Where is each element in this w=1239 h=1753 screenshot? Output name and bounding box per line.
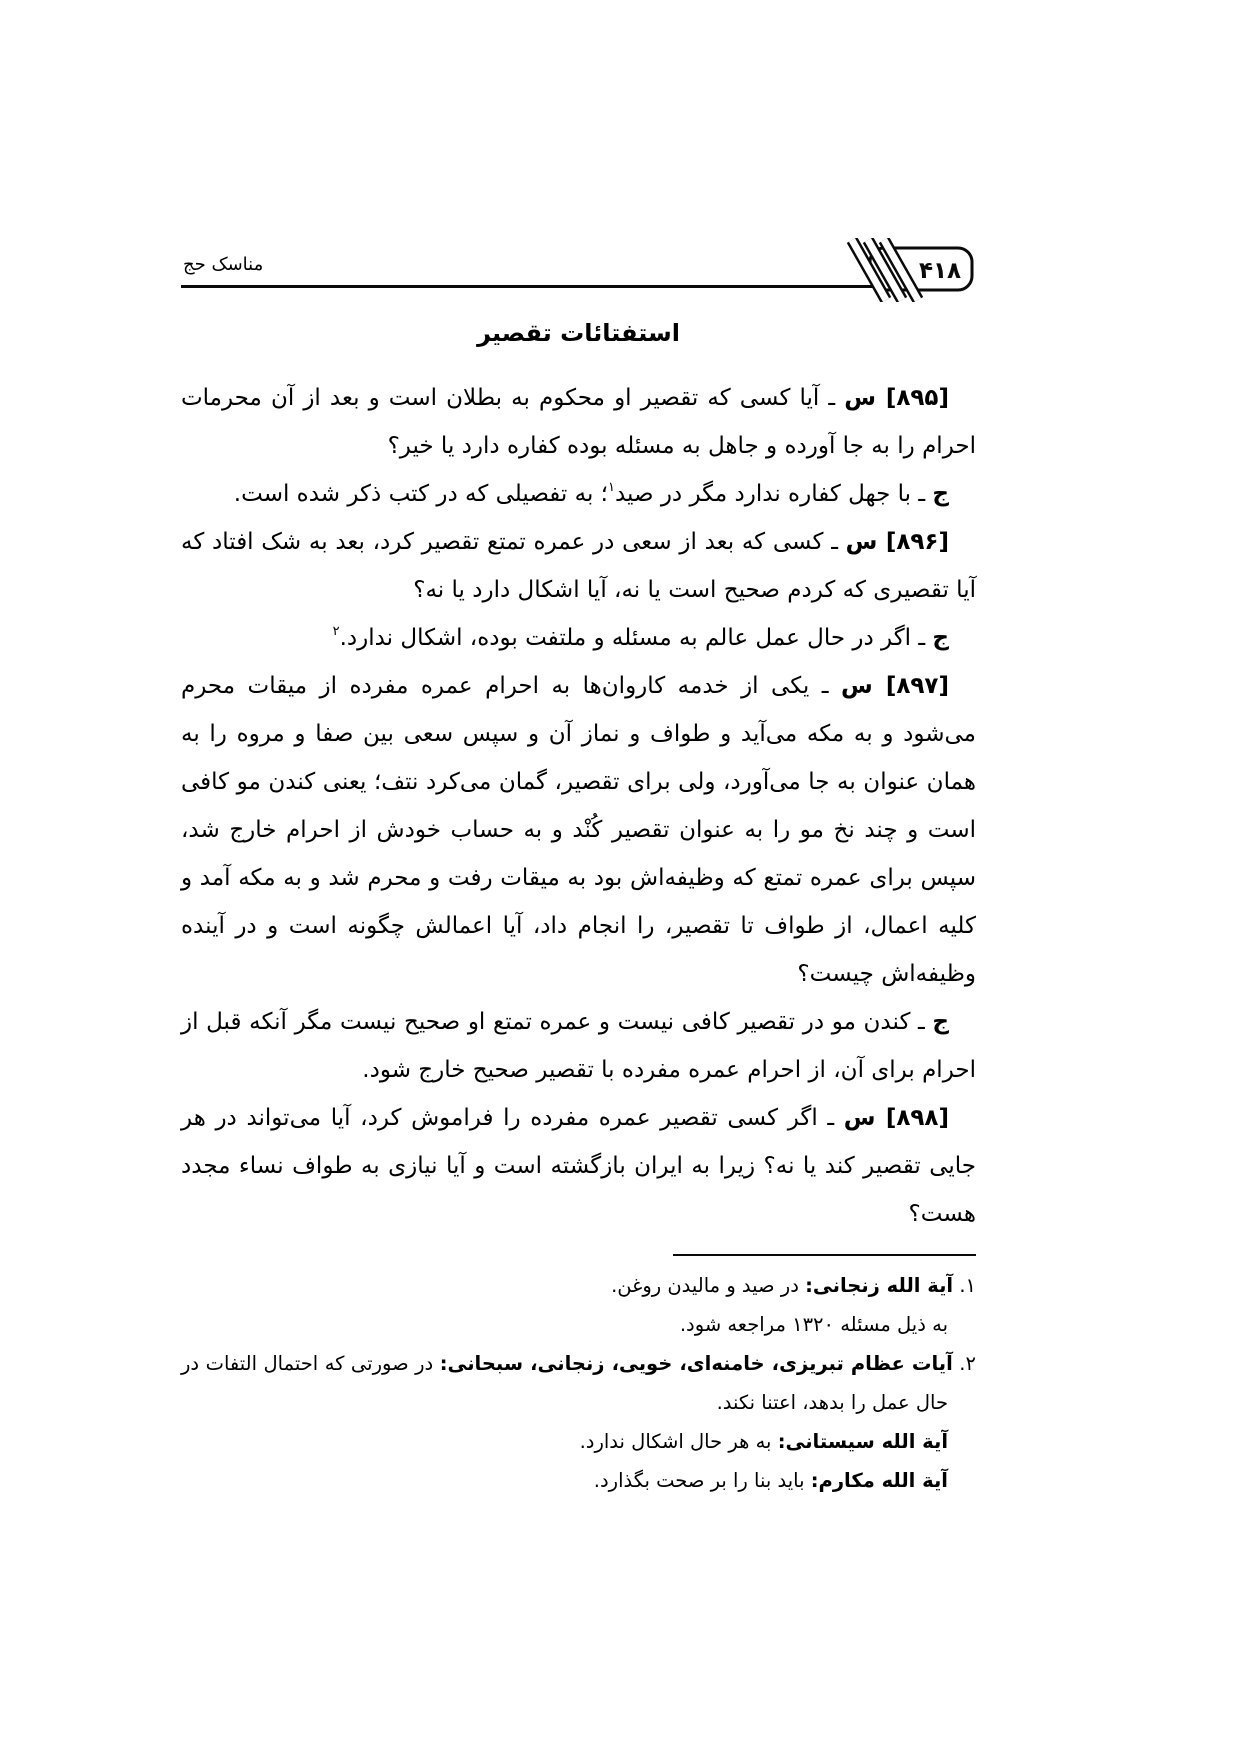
book-title: مناسک حج [183,254,264,275]
page-number: ۴۱۸ [918,258,962,284]
question-number: [۸۹۵] [885,385,949,411]
footnote-1-continuation: به ذیل مسئله ۱۳۲۰ مراجعه شود. [679,1313,948,1336]
question-text: ـ یکی از خدمه کاروان‌ها به احرام عمره مفرده از میقات محرم می‌شود و به مکه می‌آید و طواف و نماز آن و سپس سعی بین صفا و مروه را به همان عنوان به جا می‌آورد، ولی برای تقصیر، گمان می‌کرد نتف؛ یعنی کندن مو کافی است و چند نخ مو را به عنوان تقصیر کُنْد و به حساب خودش از احرام خارج شد، سپس برای عمره تمتع که وظیفه‌اش بود به میقات رفت و محرم شد و به مکه آمد و کلیه اعمال، از طواف تا تقصیر، را انجام داد، آیا اعمالش چگونه است و در آینده وظیفه‌اش چیست؟ [181,673,976,987]
question-898 [181,1094,976,1238]
answer-896 [181,614,976,662]
answer-text-after: ؛ به تفصیلی که در کتب ذکر شده است. [233,481,608,507]
question-text: ـ کسی که بعد از سعی در عمره تمتع تقصیر کرد، بعد به شک افتاد که آیا تقصیری که کردم صحیح است یا نه، آیا اشکال دارد یا نه؟ [181,529,976,603]
footnote-separator [673,1254,976,1256]
question-number: [۸۹۸] [885,1105,949,1131]
answer-label: ج [932,481,949,507]
section-title: استفتائات تقصیر [477,319,680,347]
answer-text: ـ اگر در حال عمل عالم به مسئله و ملتفت بوده، اشکال ندارد. [339,625,926,651]
question-label: س [844,385,877,411]
footnote-authority: آیة الله سیستانی: [777,1430,948,1453]
question-text: ـ آیا کسی که تقصیر او محکوم به بطلان است و بعد از آن محرمات احرام را به جا آورده و جاهل به مسئله بوده کفاره دارد یا خیر؟ [181,385,976,459]
question-number: [۸۹۷] [885,673,949,699]
footnote-ref-2: ۲ [332,624,340,639]
page-number-badge [822,238,982,302]
footnote-2 [181,1344,976,1422]
question-label: س [840,673,873,699]
answer-label: ج [932,1009,949,1035]
footnote-authority: آیة الله زنجانی: [805,1274,954,1297]
question-897 [181,662,976,998]
answer-label: ج [932,625,949,651]
footnote-marker: ۲. [959,1352,976,1375]
question-896 [181,518,976,614]
footnote-2-sistani [181,1422,976,1461]
answer-895 [181,470,976,518]
question-label: س [843,1105,876,1131]
footnote-marker: ۱. [959,1274,976,1297]
header-rule [181,285,908,288]
answer-text: ـ کندن مو در تقصیر کافی نیست و عمره تمتع او صحیح نیست مگر آنکه قبل از احرام برای آن، از احرام عمره مفرده با تقصیر صحیح خارج شود. [181,1009,976,1083]
page-content [181,302,976,1500]
footnotes-section [181,1254,976,1500]
question-number: [۸۹۶] [885,529,949,555]
footnote-text: باید بنا را بر صحت بگذارد. [593,1469,805,1492]
footnote-text: در صورتی که احتمال التفات در حال عمل را بدهد، اعتنا نکند. [181,1352,948,1414]
footnote-authority: آیات عظام تبریزی، خامنه‌ای، خویی، زنجانی، سبحانی: [439,1352,953,1375]
footnote-authority: آیة الله مکارم: [810,1469,948,1492]
answer-text: ـ با جهل کفاره ندارد مگر در صید [614,481,926,507]
footnote-2-makarem [181,1461,976,1500]
footnote-ref-1: ۱ [607,480,615,495]
footnote-1 [181,1266,976,1305]
question-895 [181,374,976,470]
footnote-text: به هر حال اشکال ندارد. [579,1430,772,1453]
question-label: س [845,529,878,555]
answer-897 [181,998,976,1094]
question-text: ـ اگر کسی تقصیر عمره مفرده را فراموش کرد، آیا می‌تواند در هر جایی تقصیر کند یا نه؟ زیرا به ایران بازگشته است و آیا نیازی به طواف نساء مجدد هست؟ [181,1105,976,1227]
footnote-text: در صید و مالیدن روغن. [611,1274,799,1297]
